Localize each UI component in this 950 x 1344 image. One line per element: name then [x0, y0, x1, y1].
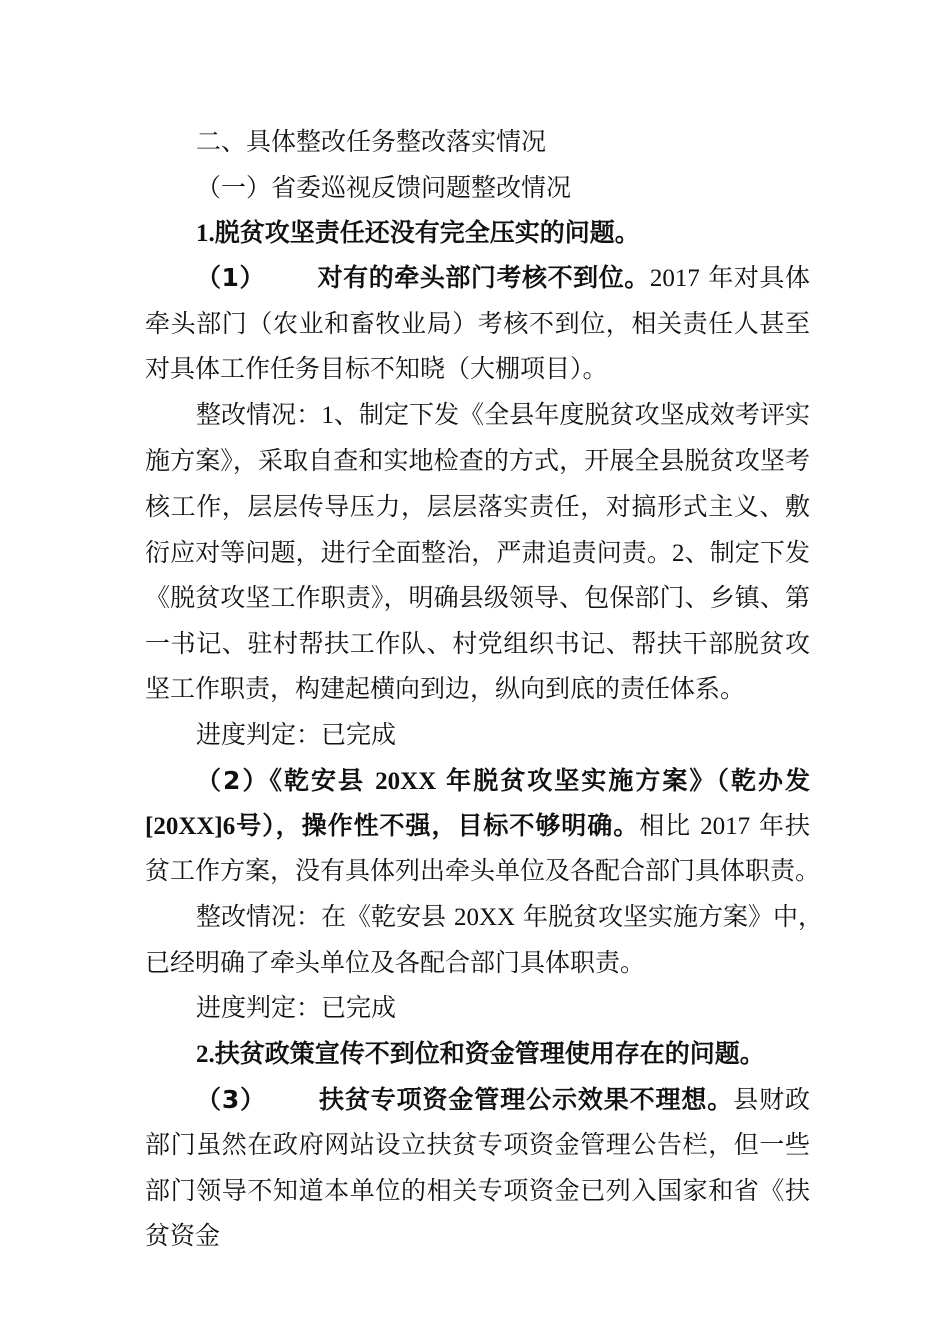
item-2-line-2-b: 年扶: [759, 811, 810, 840]
item-1-rectify-line-3: 核工作，层层传导压力，层层落实责任，对搞形式主义、敷: [145, 492, 810, 521]
item-1-rectify-num-1: 1: [321, 402, 334, 429]
item-1-rectify-line-1-rest: 、制定下发《全县年度脱贫攻坚成效考评实: [333, 400, 810, 429]
item-1-title: 对有的牵头部门考核不到位。: [317, 263, 650, 292]
item-1-line-1-tail: 年对具体: [708, 263, 810, 292]
item-1-year: 2017: [649, 265, 700, 292]
item-2-line-2-year: 2017: [700, 813, 751, 840]
item-1-line-3: 对具体工作任务目标不知晓（大棚项目）。: [145, 354, 608, 383]
item-1-rectify-line-1: [196, 397, 810, 434]
item-1-rectify-line-2: 施方案》，采取自查和实地检查的方式，开展全县脱贫攻坚考: [145, 446, 810, 475]
item-3-number: （3）: [196, 1085, 267, 1114]
subsection-heading: [196, 170, 571, 206]
item-1-line-1: [196, 260, 810, 297]
item-2-title-c: 号），操作性不强，目标不够明确。: [235, 811, 640, 840]
problem-1-title: 脱贫攻坚责任还没有完全压实的问题。: [214, 218, 640, 247]
problem-2-heading: [196, 1036, 765, 1073]
problem-1-heading: [196, 215, 640, 252]
item-2-doc-number: [20XX]6: [145, 813, 236, 840]
item-1-progress: 进度判定：已完成: [196, 720, 397, 749]
item-3-line-4: 贫资金: [145, 1221, 221, 1250]
item-3-line-1: [196, 1082, 810, 1118]
item-1-number: （1）: [196, 263, 266, 292]
item-1-rectify-line-4-b: 、制定下发: [684, 538, 810, 567]
item-1-rectify-line-6: 一书记、驻村帮扶工作队、村党组织书记、帮扶干部脱贫攻: [145, 629, 810, 658]
item-2-rectify-line-1: [196, 899, 824, 936]
item-1-line-2: 牵头部门（农业和畜牧业局）考核不到位，相关责任人甚至: [145, 309, 810, 338]
item-2-line-1: [196, 763, 810, 800]
item-2-rectify-line-2: 已经明确了牵头单位及各配合部门具体职责。: [145, 948, 646, 977]
item-2-line-2-a: 相比: [639, 811, 692, 840]
subsection-heading-text: （一）省委巡视反馈问题整改情况: [196, 173, 572, 202]
item-2-number: （2）: [196, 766, 270, 795]
item-2-progress: 进度判定：已完成: [196, 993, 397, 1022]
item-2-rectify-a: 整改情况：在《乾安县: [196, 902, 447, 931]
item-2-title-a: 《乾安县: [269, 766, 366, 795]
problem-1-number: 1.: [196, 220, 215, 247]
item-2-rectify-b: 年脱贫攻坚实施方案》中，: [523, 902, 824, 931]
item-1-rectify-line-4-a: 衍应对等问题，进行全面整治，严肃追责问责。: [145, 538, 672, 567]
item-2-line-2: [145, 808, 810, 845]
problem-2-title: 扶贫政策宣传不到位和资金管理使用存在的问题。: [214, 1039, 765, 1068]
problem-2-number: 2.: [196, 1041, 215, 1068]
item-3-line-2: 部门虽然在政府网站设立扶贫专项资金管理公告栏，但一些: [145, 1130, 810, 1159]
item-2-title-b: 年脱贫攻坚实施方案》（乾办发: [446, 766, 810, 795]
item-2-title-year: 20XX: [375, 768, 437, 795]
item-2-line-3: 贫工作方案，没有具体列出牵头单位及各配合部门具体职责。: [145, 856, 821, 885]
item-1-rectify-label: 整改情况：: [196, 400, 322, 429]
item-3-title: 扶贫专项资金管理公示效果不理想。: [318, 1085, 734, 1114]
item-1-rectify-num-2: 2: [672, 540, 685, 567]
item-3-line-1-tail: 县财政: [733, 1085, 810, 1114]
section-heading-text: 二、具体整改任务整改落实情况: [196, 127, 547, 156]
item-3-line-3: 部门领导不知道本单位的相关专项资金已列入国家和省《扶: [145, 1176, 810, 1205]
item-1-rectify-line-5: 《脱贫攻坚工作职责》，明确县级领导、包保部门、乡镇、第: [145, 583, 810, 612]
section-heading: [196, 124, 546, 160]
item-1-rectify-line-7: 坚工作职责，构建起横向到边，纵向到底的责任体系。: [145, 674, 746, 703]
item-2-rectify-year: 20XX: [453, 904, 516, 931]
item-1-rectify-line-4: [145, 535, 810, 572]
